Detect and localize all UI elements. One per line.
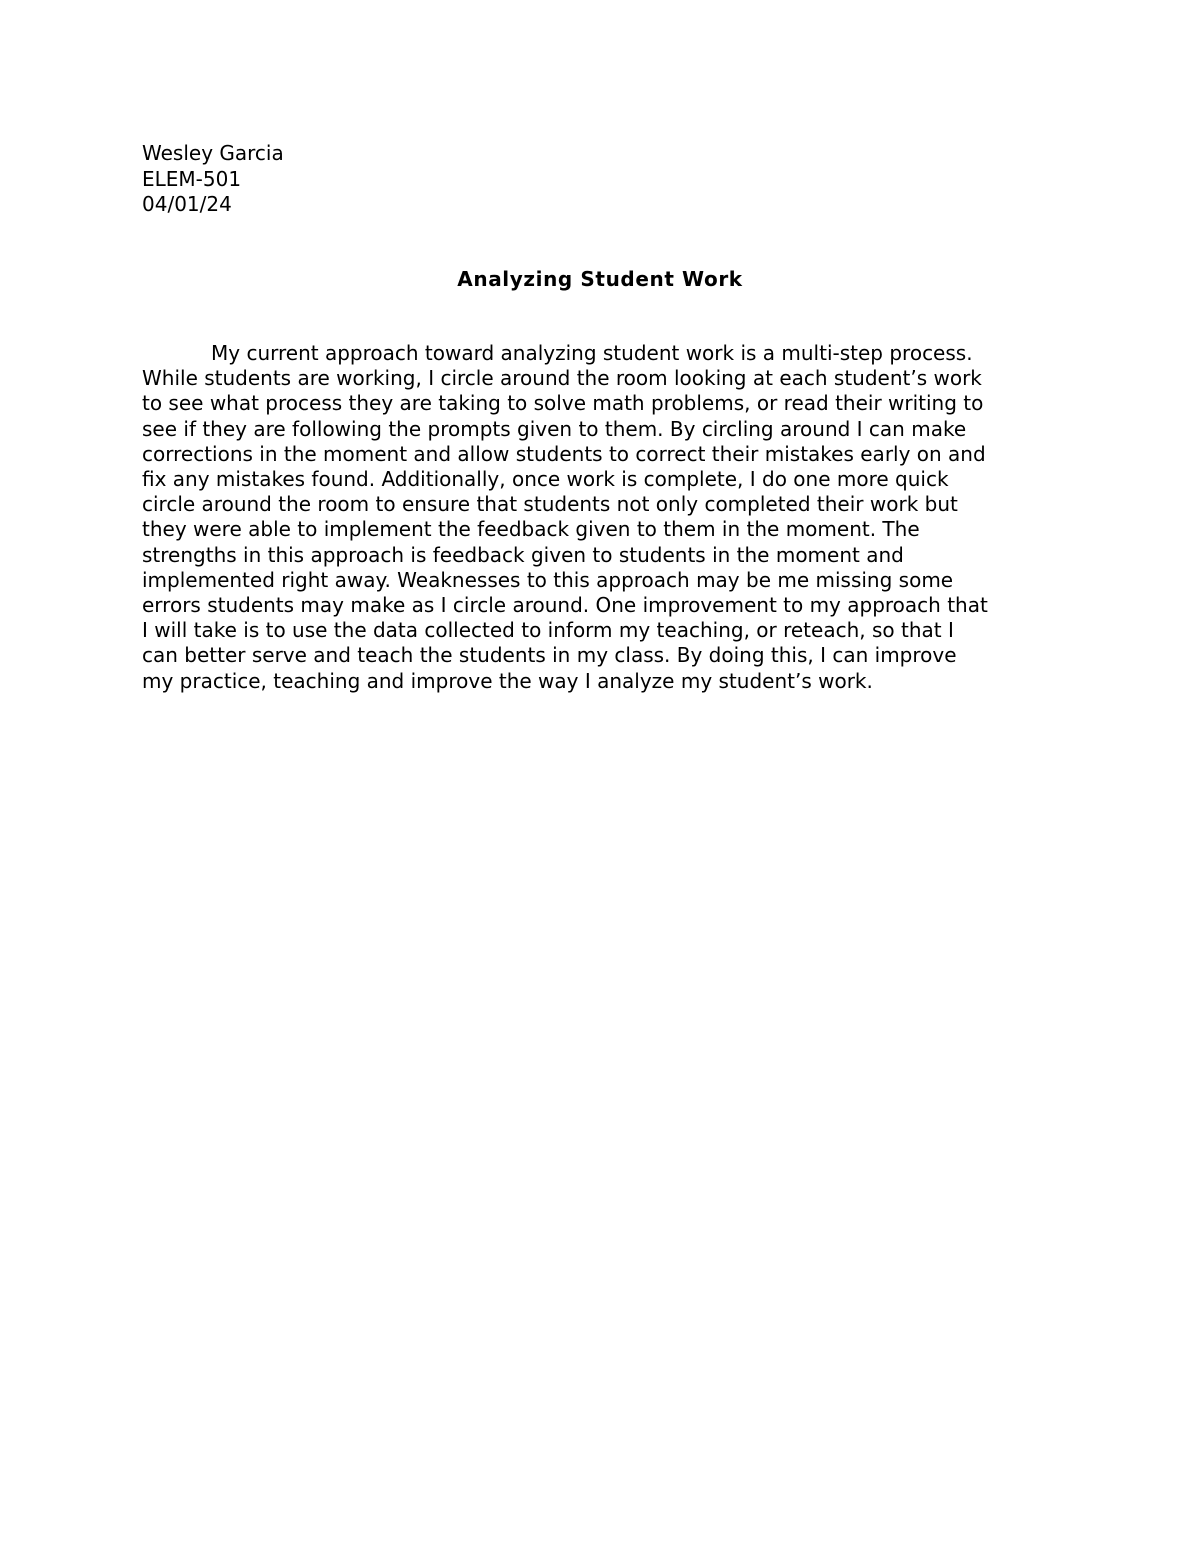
paragraph-line: I will take is to use the data collected to inform my teaching, or reteach, so that I [142,618,954,643]
paragraph-line: While students are working, I circle around the room looking at each student’s work [142,366,982,391]
paragraph-line: circle around the room to ensure that students not only completed their work but [142,492,958,517]
paragraph-line: my practice, teaching and improve the way I analyze my student’s work. [142,668,873,693]
paragraph-line: errors students may make as I circle around. One improvement to my approach that [142,593,988,618]
author-name: Wesley Garcia [142,141,284,165]
paragraph-line: corrections in the moment and allow students to correct their mistakes early on and [142,441,986,466]
document-title: Analyzing Student Work [457,267,743,291]
paragraph-line: implemented right away. Weaknesses to this approach may be me missing some [142,567,954,592]
paragraph-line: strengths in this approach is feedback given to students in the moment and [142,542,904,567]
paragraph-line: can better serve and teach the students in my class. By doing this, I can improve [142,643,957,668]
paragraph-line: fix any mistakes found. Additionally, once work is complete, I do one more quick [142,467,949,492]
paragraph-line: see if they are following the prompts given to them. By circling around I can make [142,416,967,441]
paragraph-line: My current approach toward analyzing student work is a multi-step process. [211,341,973,365]
paragraph-line: to see what process they are taking to solve math problems, or read their writing to [142,391,984,416]
paragraph-line: they were able to implement the feedback given to them in the moment. The [142,517,920,542]
body-paragraph [142,341,1072,694]
document-header [142,141,284,218]
course-code: ELEM-501 [142,166,242,191]
document-date: 04/01/24 [142,192,232,216]
